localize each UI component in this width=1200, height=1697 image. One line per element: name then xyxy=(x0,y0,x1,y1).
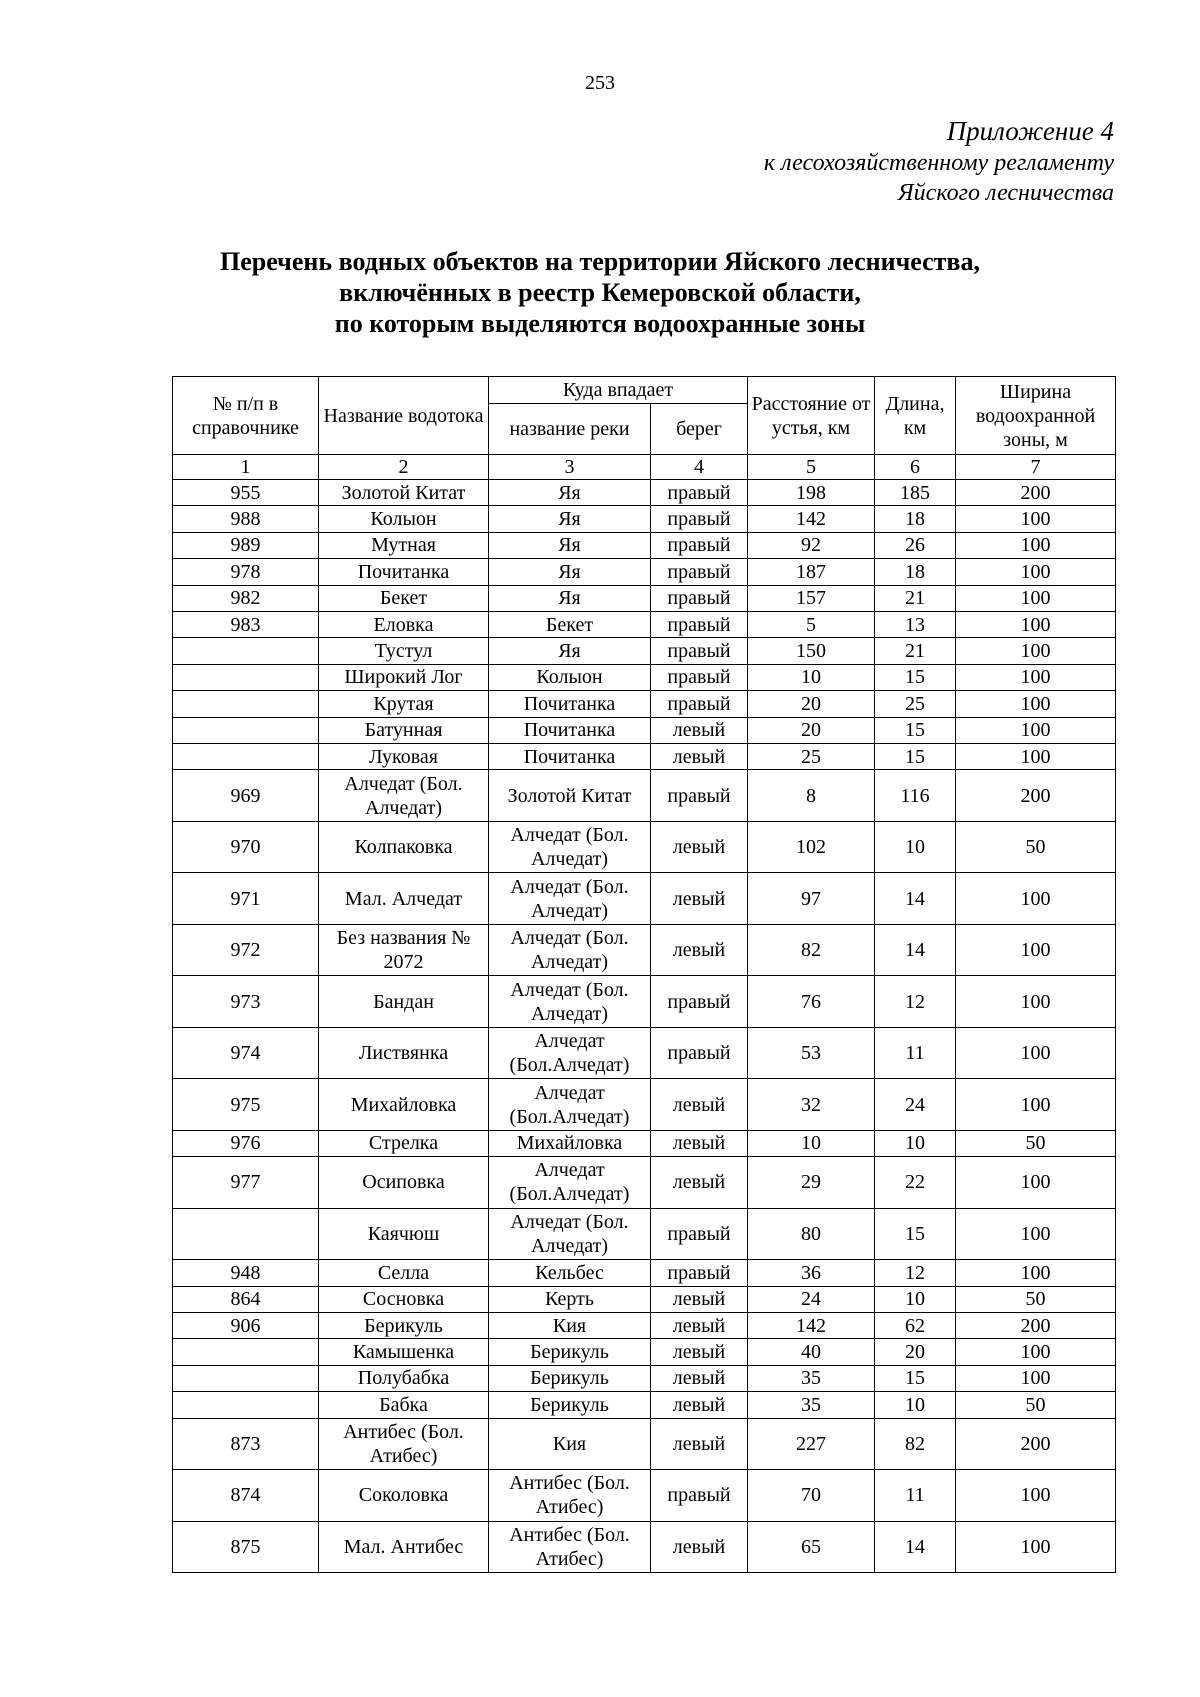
cell-river-name: Почитанка xyxy=(489,743,651,769)
cell-stream-name: Алчедат (Бол. Алчедат) xyxy=(319,770,489,822)
cell-zone-width: 100 xyxy=(956,532,1116,558)
cell-zone-width: 200 xyxy=(956,1418,1116,1470)
cell-bank: правый xyxy=(651,611,748,637)
cell-bank: левый xyxy=(651,1312,748,1338)
cell-bank: правый xyxy=(651,585,748,611)
cell-ref-number xyxy=(173,664,319,690)
cell-bank: левый xyxy=(651,821,748,873)
cell-length: 13 xyxy=(875,611,956,637)
cell-ref-number: 976 xyxy=(173,1130,319,1156)
cell-distance: 70 xyxy=(748,1470,875,1522)
cell-stream-name: Без названия № 2072 xyxy=(319,924,489,976)
table-body xyxy=(173,480,1116,1573)
cell-ref-number: 873 xyxy=(173,1418,319,1470)
cell-distance: 25 xyxy=(748,743,875,769)
header-stream-name: Название водотока xyxy=(319,377,489,455)
table-row xyxy=(173,873,1116,925)
cell-length: 10 xyxy=(875,1392,956,1418)
table-row xyxy=(173,1027,1116,1079)
cell-stream-name: Михайловка xyxy=(319,1079,489,1131)
cell-distance: 20 xyxy=(748,691,875,717)
cell-distance: 97 xyxy=(748,873,875,925)
cell-bank: правый xyxy=(651,1208,748,1260)
cell-distance: 157 xyxy=(748,585,875,611)
header-bank: берег xyxy=(651,404,748,455)
cell-zone-width: 100 xyxy=(956,664,1116,690)
cell-ref-number xyxy=(173,1208,319,1260)
table-row xyxy=(173,1312,1116,1338)
cell-stream-name: Мутная xyxy=(319,532,489,558)
cell-length: 15 xyxy=(875,664,956,690)
cell-bank: левый xyxy=(651,1339,748,1365)
table-row xyxy=(173,770,1116,822)
cell-river-name: Антибес (Бол. Атибес) xyxy=(489,1521,651,1573)
cell-zone-width: 200 xyxy=(956,480,1116,506)
cell-stream-name: Сосновка xyxy=(319,1286,489,1312)
cell-zone-width: 100 xyxy=(956,1157,1116,1209)
cell-zone-width: 100 xyxy=(956,1470,1116,1522)
cell-river-name: Кия xyxy=(489,1418,651,1470)
cell-zone-width: 100 xyxy=(956,1027,1116,1079)
cell-length: 26 xyxy=(875,532,956,558)
cell-stream-name: Тустул xyxy=(319,638,489,664)
cell-distance: 29 xyxy=(748,1157,875,1209)
cell-distance: 227 xyxy=(748,1418,875,1470)
cell-zone-width: 100 xyxy=(956,559,1116,585)
cell-stream-name: Каячюш xyxy=(319,1208,489,1260)
cell-zone-width: 50 xyxy=(956,821,1116,873)
cell-ref-number: 988 xyxy=(173,506,319,532)
table-row xyxy=(173,1130,1116,1156)
cell-stream-name: Стрелка xyxy=(319,1130,489,1156)
cell-zone-width: 100 xyxy=(956,1521,1116,1573)
cell-river-name: Яя xyxy=(489,480,651,506)
cell-river-name: Алчедат (Бол. Алчедат) xyxy=(489,976,651,1028)
cell-stream-name: Мал. Антибес xyxy=(319,1521,489,1573)
cell-ref-number xyxy=(173,1339,319,1365)
cell-distance: 76 xyxy=(748,976,875,1028)
header-distance: Расстояние от устья, км xyxy=(748,377,875,455)
cell-bank: левый xyxy=(651,717,748,743)
cell-river-name: Яя xyxy=(489,638,651,664)
cell-length: 14 xyxy=(875,924,956,976)
cell-ref-number: 982 xyxy=(173,585,319,611)
cell-length: 18 xyxy=(875,559,956,585)
cell-distance: 142 xyxy=(748,506,875,532)
cell-bank: правый xyxy=(651,480,748,506)
cell-bank: левый xyxy=(651,743,748,769)
cell-river-name: Михайловка xyxy=(489,1130,651,1156)
table-row xyxy=(173,924,1116,976)
table-row xyxy=(173,691,1116,717)
cell-bank: правый xyxy=(651,1470,748,1522)
table-row xyxy=(173,532,1116,558)
cell-bank: правый xyxy=(651,770,748,822)
table-row xyxy=(173,1521,1116,1573)
appendix-line-1: к лесохозяйственному регламенту xyxy=(763,150,1114,176)
cell-river-name: Алчедат (Бол. Алчедат) xyxy=(489,1208,651,1260)
cell-river-name: Золотой Китат xyxy=(489,770,651,822)
table-row xyxy=(173,664,1116,690)
cell-distance: 65 xyxy=(748,1521,875,1573)
document-title-line-1: Перечень водных объектов на территории Яйского лесничества, xyxy=(220,247,980,276)
cell-length: 185 xyxy=(875,480,956,506)
cell-river-name: Алчедат (Бол.Алчедат) xyxy=(489,1027,651,1079)
cell-bank: левый xyxy=(651,1365,748,1391)
cell-stream-name: Батунная xyxy=(319,717,489,743)
document-title-line-3: по которым выделяются водоохранные зоны xyxy=(334,309,866,338)
cell-ref-number: 955 xyxy=(173,480,319,506)
cell-ref-number: 874 xyxy=(173,1470,319,1522)
header-ref-number: № п/п в справочнике xyxy=(173,377,319,455)
cell-length: 20 xyxy=(875,1339,956,1365)
cell-length: 15 xyxy=(875,717,956,743)
cell-zone-width: 50 xyxy=(956,1392,1116,1418)
cell-length: 11 xyxy=(875,1027,956,1079)
cell-stream-name: Луковая xyxy=(319,743,489,769)
cell-ref-number xyxy=(173,1365,319,1391)
table-row xyxy=(173,976,1116,1028)
cell-river-name: Алчедат (Бол.Алчедат) xyxy=(489,1157,651,1209)
cell-ref-number: 975 xyxy=(173,1079,319,1131)
cell-stream-name: Соколовка xyxy=(319,1470,489,1522)
cell-distance: 102 xyxy=(748,821,875,873)
column-numbers-row xyxy=(173,455,1116,480)
column-number: 1 xyxy=(173,455,319,480)
cell-stream-name: Селла xyxy=(319,1260,489,1286)
cell-river-name: Кельбес xyxy=(489,1260,651,1286)
cell-length: 15 xyxy=(875,1365,956,1391)
cell-stream-name: Берикуль xyxy=(319,1312,489,1338)
table-row xyxy=(173,1418,1116,1470)
cell-distance: 53 xyxy=(748,1027,875,1079)
cell-stream-name: Почитанка xyxy=(319,559,489,585)
cell-zone-width: 100 xyxy=(956,1260,1116,1286)
cell-river-name: Яя xyxy=(489,585,651,611)
cell-bank: правый xyxy=(651,532,748,558)
cell-length: 24 xyxy=(875,1079,956,1131)
cell-river-name: Яя xyxy=(489,559,651,585)
cell-distance: 150 xyxy=(748,638,875,664)
cell-length: 21 xyxy=(875,638,956,664)
cell-length: 10 xyxy=(875,821,956,873)
cell-ref-number: 978 xyxy=(173,559,319,585)
table-row xyxy=(173,585,1116,611)
table-row xyxy=(173,506,1116,532)
cell-distance: 92 xyxy=(748,532,875,558)
cell-ref-number: 974 xyxy=(173,1027,319,1079)
cell-distance: 10 xyxy=(748,664,875,690)
cell-zone-width: 100 xyxy=(956,976,1116,1028)
cell-stream-name: Широкий Лог xyxy=(319,664,489,690)
cell-stream-name: Золотой Китат xyxy=(319,480,489,506)
cell-distance: 35 xyxy=(748,1365,875,1391)
cell-river-name: Почитанка xyxy=(489,691,651,717)
cell-distance: 187 xyxy=(748,559,875,585)
column-number: 6 xyxy=(875,455,956,480)
header-river-name: название реки xyxy=(489,404,651,455)
table-row xyxy=(173,1260,1116,1286)
cell-stream-name: Осиповка xyxy=(319,1157,489,1209)
document-title xyxy=(0,246,1200,339)
cell-zone-width: 100 xyxy=(956,717,1116,743)
cell-river-name: Берикуль xyxy=(489,1339,651,1365)
cell-distance: 8 xyxy=(748,770,875,822)
cell-bank: левый xyxy=(651,1286,748,1312)
cell-stream-name: Бабка xyxy=(319,1392,489,1418)
table-row xyxy=(173,1079,1116,1131)
cell-river-name: Керть xyxy=(489,1286,651,1312)
cell-ref-number: 906 xyxy=(173,1312,319,1338)
cell-ref-number: 977 xyxy=(173,1157,319,1209)
column-number: 4 xyxy=(651,455,748,480)
table-row xyxy=(173,1157,1116,1209)
cell-bank: левый xyxy=(651,1079,748,1131)
cell-length: 12 xyxy=(875,976,956,1028)
cell-river-name: Берикуль xyxy=(489,1392,651,1418)
cell-stream-name: Листвянка xyxy=(319,1027,489,1079)
cell-distance: 5 xyxy=(748,611,875,637)
table-row xyxy=(173,1365,1116,1391)
cell-length: 11 xyxy=(875,1470,956,1522)
cell-stream-name: Полубабка xyxy=(319,1365,489,1391)
cell-river-name: Колыон xyxy=(489,664,651,690)
appendix-line-2: Яйского лесничества xyxy=(897,180,1114,206)
cell-bank: левый xyxy=(651,1130,748,1156)
column-number: 5 xyxy=(748,455,875,480)
cell-ref-number xyxy=(173,691,319,717)
cell-stream-name: Колпаковка xyxy=(319,821,489,873)
cell-ref-number xyxy=(173,717,319,743)
cell-distance: 32 xyxy=(748,1079,875,1131)
cell-bank: правый xyxy=(651,1260,748,1286)
table-row xyxy=(173,1339,1116,1365)
table-row xyxy=(173,638,1116,664)
cell-ref-number: 875 xyxy=(173,1521,319,1573)
cell-river-name: Алчедат (Бол. Алчедат) xyxy=(489,873,651,925)
cell-bank: правый xyxy=(651,559,748,585)
table-row xyxy=(173,821,1116,873)
cell-bank: левый xyxy=(651,873,748,925)
cell-distance: 36 xyxy=(748,1260,875,1286)
water-objects-table xyxy=(172,376,1116,1573)
cell-length: 116 xyxy=(875,770,956,822)
cell-ref-number: 969 xyxy=(173,770,319,822)
cell-length: 21 xyxy=(875,585,956,611)
cell-zone-width: 100 xyxy=(956,873,1116,925)
cell-bank: правый xyxy=(651,664,748,690)
cell-stream-name: Крутая xyxy=(319,691,489,717)
cell-bank: левый xyxy=(651,1521,748,1573)
cell-bank: правый xyxy=(651,638,748,664)
cell-bank: правый xyxy=(651,691,748,717)
cell-distance: 24 xyxy=(748,1286,875,1312)
cell-distance: 142 xyxy=(748,1312,875,1338)
table-row xyxy=(173,1470,1116,1522)
cell-ref-number: 971 xyxy=(173,873,319,925)
cell-stream-name: Антибес (Бол. Атибес) xyxy=(319,1418,489,1470)
cell-zone-width: 100 xyxy=(956,611,1116,637)
cell-distance: 40 xyxy=(748,1339,875,1365)
column-number: 7 xyxy=(956,455,1116,480)
cell-length: 15 xyxy=(875,1208,956,1260)
header-flows-into: Куда впадает xyxy=(489,377,748,404)
cell-length: 82 xyxy=(875,1418,956,1470)
cell-ref-number xyxy=(173,1392,319,1418)
cell-zone-width: 50 xyxy=(956,1286,1116,1312)
cell-zone-width: 100 xyxy=(956,691,1116,717)
cell-stream-name: Еловка xyxy=(319,611,489,637)
table-row xyxy=(173,743,1116,769)
cell-ref-number: 983 xyxy=(173,611,319,637)
cell-river-name: Антибес (Бол. Атибес) xyxy=(489,1470,651,1522)
table-row xyxy=(173,559,1116,585)
cell-length: 14 xyxy=(875,1521,956,1573)
table-row xyxy=(173,480,1116,506)
table-row xyxy=(173,1392,1116,1418)
cell-zone-width: 100 xyxy=(956,638,1116,664)
cell-ref-number: 989 xyxy=(173,532,319,558)
cell-ref-number: 973 xyxy=(173,976,319,1028)
cell-stream-name: Бекет xyxy=(319,585,489,611)
cell-zone-width: 100 xyxy=(956,1339,1116,1365)
cell-zone-width: 200 xyxy=(956,1312,1116,1338)
cell-distance: 35 xyxy=(748,1392,875,1418)
cell-river-name: Яя xyxy=(489,506,651,532)
cell-length: 10 xyxy=(875,1286,956,1312)
cell-distance: 80 xyxy=(748,1208,875,1260)
cell-length: 22 xyxy=(875,1157,956,1209)
cell-river-name: Яя xyxy=(489,532,651,558)
cell-length: 15 xyxy=(875,743,956,769)
appendix-title: Приложение 4 xyxy=(946,116,1114,146)
cell-distance: 82 xyxy=(748,924,875,976)
cell-river-name: Бекет xyxy=(489,611,651,637)
cell-ref-number: 972 xyxy=(173,924,319,976)
page-number: 253 xyxy=(585,72,615,94)
cell-bank: левый xyxy=(651,1157,748,1209)
cell-length: 18 xyxy=(875,506,956,532)
cell-zone-width: 50 xyxy=(956,1130,1116,1156)
cell-ref-number xyxy=(173,638,319,664)
cell-bank: правый xyxy=(651,1027,748,1079)
cell-stream-name: Бандан xyxy=(319,976,489,1028)
cell-distance: 10 xyxy=(748,1130,875,1156)
cell-ref-number: 948 xyxy=(173,1260,319,1286)
table-row xyxy=(173,717,1116,743)
table-row xyxy=(173,1286,1116,1312)
cell-length: 10 xyxy=(875,1130,956,1156)
appendix-reference xyxy=(764,114,1114,208)
cell-length: 25 xyxy=(875,691,956,717)
cell-stream-name: Камышенка xyxy=(319,1339,489,1365)
cell-zone-width: 200 xyxy=(956,770,1116,822)
cell-bank: правый xyxy=(651,506,748,532)
cell-river-name: Алчедат (Бол.Алчедат) xyxy=(489,1079,651,1131)
cell-river-name: Почитанка xyxy=(489,717,651,743)
cell-zone-width: 100 xyxy=(956,1365,1116,1391)
cell-stream-name: Колыон xyxy=(319,506,489,532)
cell-bank: левый xyxy=(651,1392,748,1418)
cell-zone-width: 100 xyxy=(956,743,1116,769)
cell-river-name: Алчедат (Бол. Алчедат) xyxy=(489,821,651,873)
cell-zone-width: 100 xyxy=(956,1208,1116,1260)
cell-bank: правый xyxy=(651,976,748,1028)
cell-length: 14 xyxy=(875,873,956,925)
cell-ref-number: 864 xyxy=(173,1286,319,1312)
header-length: Длина, км xyxy=(875,377,956,455)
cell-zone-width: 100 xyxy=(956,1079,1116,1131)
cell-zone-width: 100 xyxy=(956,924,1116,976)
cell-distance: 198 xyxy=(748,480,875,506)
cell-river-name: Кия xyxy=(489,1312,651,1338)
cell-bank: левый xyxy=(651,1418,748,1470)
cell-river-name: Берикуль xyxy=(489,1365,651,1391)
document-title-line-2: включённых в реестр Кемеровской области, xyxy=(339,278,861,307)
column-number: 2 xyxy=(319,455,489,480)
cell-length: 12 xyxy=(875,1260,956,1286)
cell-length: 62 xyxy=(875,1312,956,1338)
column-number: 3 xyxy=(489,455,651,480)
cell-river-name: Алчедат (Бол. Алчедат) xyxy=(489,924,651,976)
cell-ref-number: 970 xyxy=(173,821,319,873)
header-zone-width: Ширина водоохранной зоны, м xyxy=(956,377,1116,455)
table-row xyxy=(173,1208,1116,1260)
cell-bank: левый xyxy=(651,924,748,976)
cell-zone-width: 100 xyxy=(956,506,1116,532)
cell-stream-name: Мал. Алчедат xyxy=(319,873,489,925)
cell-ref-number xyxy=(173,743,319,769)
cell-distance: 20 xyxy=(748,717,875,743)
cell-zone-width: 100 xyxy=(956,585,1116,611)
table-row xyxy=(173,611,1116,637)
